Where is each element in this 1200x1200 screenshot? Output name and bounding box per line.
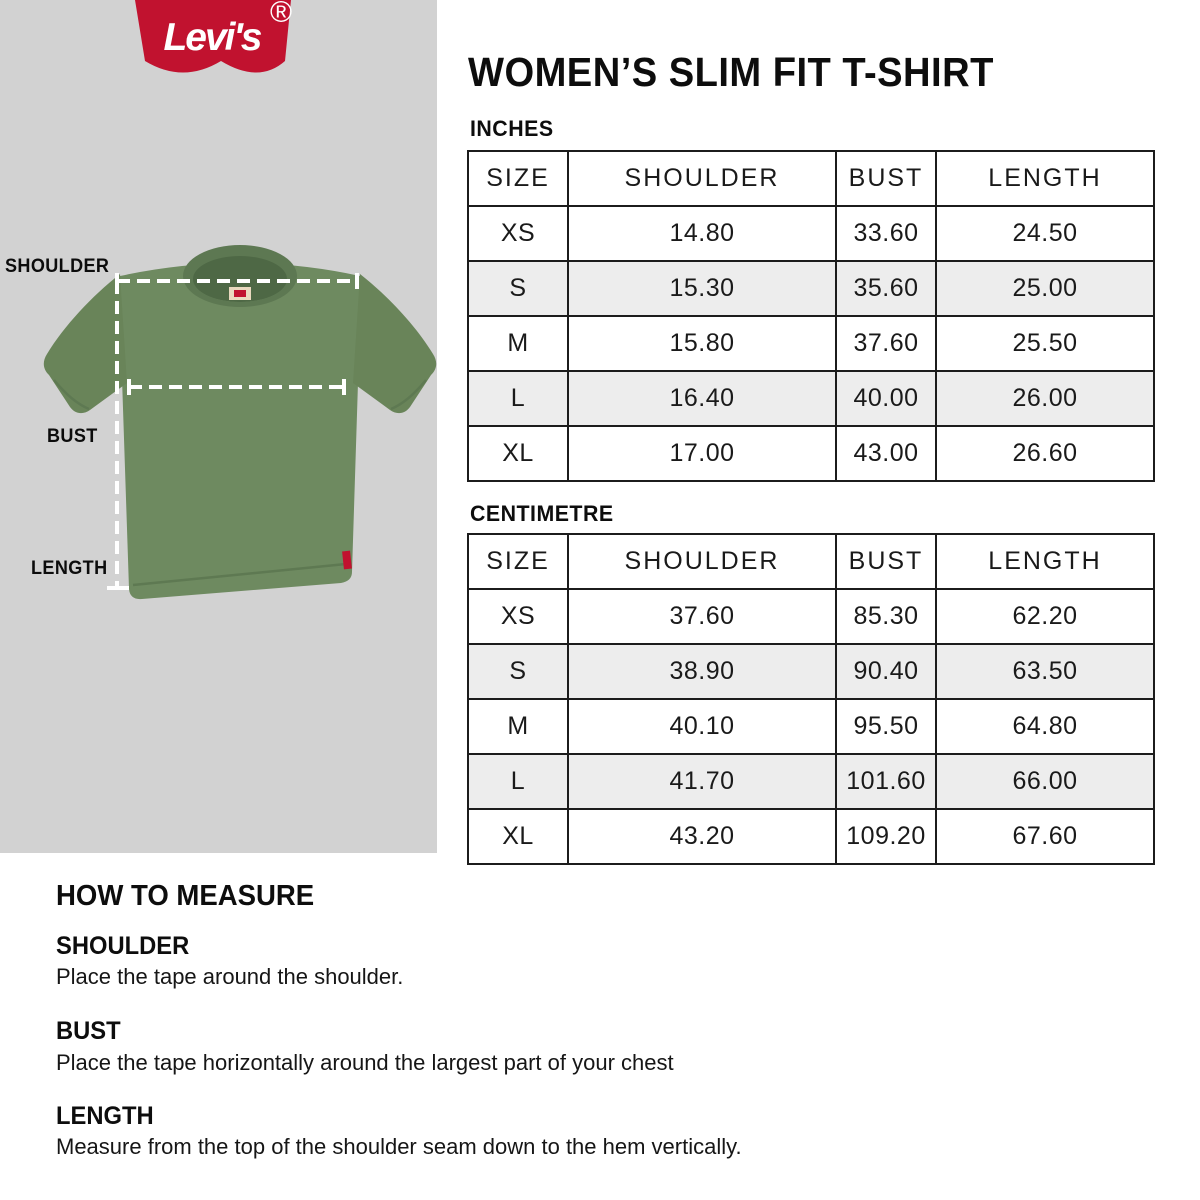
measure-item-heading-length: LENGTH — [56, 1102, 154, 1130]
length-cell: 24.50 — [936, 206, 1154, 261]
size-cell: L — [468, 754, 568, 809]
length-cell: 64.80 — [936, 699, 1154, 754]
size-cell: L — [468, 371, 568, 426]
size-cell: M — [468, 699, 568, 754]
shoulder-cell: 38.90 — [568, 644, 836, 699]
size-cell: XL — [468, 426, 568, 481]
bust-cell: 85.30 — [836, 589, 936, 644]
tshirt-body — [119, 263, 361, 599]
levis-logo-text: Levi's — [163, 16, 261, 59]
diagram-label-shoulder: SHOULDER — [5, 256, 110, 277]
column-header-length: LENGTH — [936, 151, 1154, 206]
bust-cell: 35.60 — [836, 261, 936, 316]
shoulder-cell: 43.20 — [568, 809, 836, 864]
how-to-measure-title: HOW TO MEASURE — [56, 880, 315, 912]
size-row-m — [468, 699, 1154, 754]
size-row-xl — [468, 426, 1154, 481]
levis-logo — [134, 0, 294, 76]
length-cell: 63.50 — [936, 644, 1154, 699]
size-row-s — [468, 261, 1154, 316]
size-cell: M — [468, 316, 568, 371]
bust-cell: 90.40 — [836, 644, 936, 699]
size-table-inches — [467, 150, 1155, 482]
column-header-bust: BUST — [836, 151, 936, 206]
size-row-xs — [468, 589, 1154, 644]
length-cell: 25.00 — [936, 261, 1154, 316]
measure-item-heading-shoulder: SHOULDER — [56, 932, 190, 960]
column-header-bust: BUST — [836, 534, 936, 589]
shoulder-cell: 41.70 — [568, 754, 836, 809]
bust-cell: 33.60 — [836, 206, 936, 261]
tshirt-diagram — [40, 228, 440, 608]
measure-item-description-bust: Place the tape horizontally around the largest part of your chest — [56, 1050, 674, 1075]
shoulder-cell: 15.80 — [568, 316, 836, 371]
bust-cell: 37.60 — [836, 316, 936, 371]
column-header-size: SIZE — [468, 534, 568, 589]
size-row-s — [468, 644, 1154, 699]
column-header-length: LENGTH — [936, 534, 1154, 589]
unit-label-centimetre: CENTIMETRE — [470, 501, 614, 526]
size-row-m — [468, 316, 1154, 371]
header-row — [468, 534, 1154, 589]
bust-cell: 109.20 — [836, 809, 936, 864]
measure-item-description-shoulder: Place the tape around the shoulder. — [56, 964, 404, 989]
column-header-shoulder: SHOULDER — [568, 151, 836, 206]
length-cell: 26.60 — [936, 426, 1154, 481]
size-cell: S — [468, 261, 568, 316]
right-sleeve — [353, 274, 436, 413]
size-row-xl — [468, 809, 1154, 864]
shoulder-cell: 37.60 — [568, 589, 836, 644]
registered-trademark-icon: ® — [269, 0, 293, 29]
column-header-shoulder: SHOULDER — [568, 534, 836, 589]
shoulder-cell: 14.80 — [568, 206, 836, 261]
shoulder-cell: 17.00 — [568, 426, 836, 481]
column-header-size: SIZE — [468, 151, 568, 206]
length-cell: 66.00 — [936, 754, 1154, 809]
length-cell: 67.60 — [936, 809, 1154, 864]
unit-label-inches: INCHES — [470, 116, 554, 141]
bust-cell: 101.60 — [836, 754, 936, 809]
left-sleeve — [44, 274, 127, 413]
shoulder-cell: 40.10 — [568, 699, 836, 754]
size-cell: S — [468, 644, 568, 699]
shoulder-cell: 15.30 — [568, 261, 836, 316]
size-cell: XL — [468, 809, 568, 864]
size-row-xs — [468, 206, 1154, 261]
length-cell: 25.50 — [936, 316, 1154, 371]
measure-item-description-length: Measure from the top of the shoulder seam down to the hem vertically. — [56, 1134, 742, 1159]
header-row — [468, 151, 1154, 206]
size-table-centimetre — [467, 533, 1155, 865]
diagram-label-length: LENGTH — [31, 558, 108, 579]
page-title: WOMEN’S SLIM FIT T-SHIRT — [468, 49, 994, 95]
shoulder-cell: 16.40 — [568, 371, 836, 426]
bust-cell: 40.00 — [836, 371, 936, 426]
size-cell: XS — [468, 206, 568, 261]
diagram-label-bust: BUST — [47, 426, 98, 447]
length-cell: 62.20 — [936, 589, 1154, 644]
length-cell: 26.00 — [936, 371, 1154, 426]
bust-cell: 43.00 — [836, 426, 936, 481]
neck-label-red-strip — [234, 290, 246, 297]
size-cell: XS — [468, 589, 568, 644]
size-row-l — [468, 371, 1154, 426]
size-row-l — [468, 754, 1154, 809]
measure-item-heading-bust: BUST — [56, 1017, 121, 1045]
product-image-panel — [0, 0, 437, 853]
bust-cell: 95.50 — [836, 699, 936, 754]
